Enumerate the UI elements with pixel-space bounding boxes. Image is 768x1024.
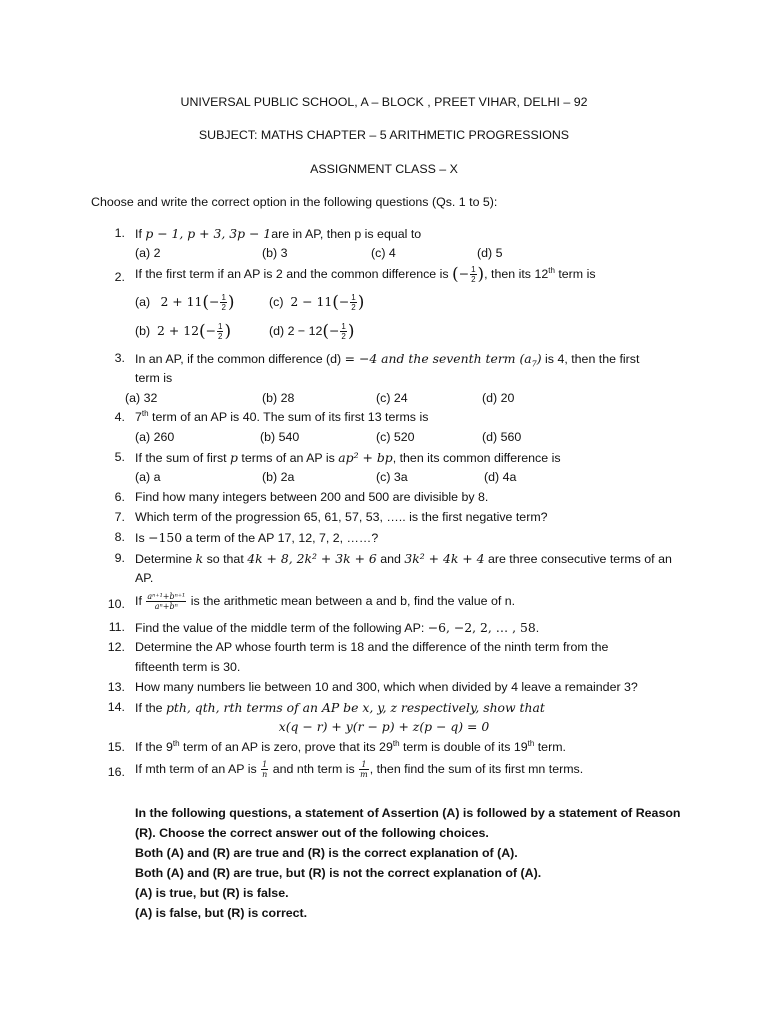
school-name: UNIVERSAL PUBLIC SCHOOL, A – BLOCK , PREET VIHAR, DELHI – 92 <box>180 95 588 109</box>
q14-equation: x(q − r) + y(r − p) + z(p − q) = 0 <box>278 719 490 734</box>
q7-text: Which term of the progression 65, 61, 57, 53, ….. is the first negative term? <box>135 510 548 524</box>
q3-number: 3. <box>114 351 125 365</box>
q14-text: If the pth, qth, rth terms of an AP be x, y, z respectively, show that <box>135 700 545 715</box>
q1-option-d: (d) 5 <box>477 246 503 260</box>
q4-number: 4. <box>114 410 125 424</box>
q1-text: If p − 1, p + 3, 3p − 1are in AP, then p is equal to <box>135 226 422 241</box>
q8-number: 8. <box>114 530 125 544</box>
q3-option-d: (d) 20 <box>482 391 515 405</box>
instruction-text: Choose and write the correct option in the following questions (Qs. 1 to 5): <box>91 195 498 209</box>
q14-number: 14. <box>107 700 125 714</box>
assertion-choice-4: (A) is false, but (R) is correct. <box>135 906 308 920</box>
q3-text: In an AP, if the common difference (d) = −4 and the seventh term $(a_7)$ is 4, then the first <box>135 351 640 369</box>
q8-text: Is −150 a term of the AP 17, 12, 7, 2, ……? <box>135 530 379 545</box>
q6-text: Find how many integers between 200 and 500 are divisible by 8. <box>135 490 489 504</box>
q5-option-c: (c) 3a <box>376 470 408 484</box>
q10-number: 10. <box>107 597 125 611</box>
q1-option-b: (b) 3 <box>262 246 288 260</box>
q16-number: 16. <box>107 765 125 779</box>
q5-text: If the sum of first p terms of an AP is ap² + bp, then its common difference is <box>135 450 561 465</box>
q1-option-a: (a) 2 <box>135 246 161 260</box>
q5-number: 5. <box>114 450 125 464</box>
assertion-intro-line1: In the following questions, a statement of Assertion (A) is followed by a statement of Reason <box>135 806 681 820</box>
q12-text: Determine the AP whose fourth term is 18 and the difference of the ninth term from the <box>135 640 609 654</box>
q2-option-b: (b) 2 + 12(− $\frac{1}{2}$ ) <box>135 321 232 342</box>
q12-number: 12. <box>107 640 125 654</box>
q11-text: Find the value of the middle term of the following AP: −6, −2, 2, … , 58. <box>135 620 540 635</box>
q11-number: 11. <box>108 620 125 634</box>
q4-option-a: (a) 260 <box>135 430 175 444</box>
q9-number: 9. <box>114 551 125 565</box>
q10-text: If $\frac{\text{aⁿ⁺¹+bⁿ⁺¹}}{\text{aⁿ+bⁿ}}$ is the arithmetic mean between a and b, find the value of n. <box>135 592 516 612</box>
assertion-intro-line2: (R). Choose the correct answer out of the following choices. <box>135 826 489 840</box>
q3-text-line2: term is <box>135 371 173 385</box>
q15-number: 15. <box>107 740 125 754</box>
assertion-choice-1: Both (A) and (R) are true and (R) is the correct explanation of (A). <box>135 846 518 860</box>
q2-option-d: (d) 2 − 12(− $\frac{1}{2}$ ) <box>269 321 355 342</box>
q3-option-b: (b) 28 <box>262 391 295 405</box>
q3-option-a: (a) 32 <box>125 391 158 405</box>
assertion-choice-2: Both (A) and (R) are true, but (R) is not the correct explanation of (A). <box>135 866 542 880</box>
q9-text-line2: AP. <box>135 571 154 585</box>
assertion-choice-3: (A) is true, but (R) is false. <box>135 886 289 900</box>
q5-option-d: (d) 4a <box>484 470 517 484</box>
q1-option-c: (c) 4 <box>371 246 396 260</box>
q13-number: 13. <box>107 680 125 694</box>
q16-text: If mth term of an AP is $\frac{1}{n}$ and nth term is $\frac{1}{m}$ , then find the sum of its first mn terms. <box>135 760 584 780</box>
q12-text-line2: fifteenth term is 30. <box>135 660 241 674</box>
q4-option-b: (b) 540 <box>260 430 300 444</box>
q15-text: If the 9th term of an AP is zero, prove that its 29th term is double of its 19th term. <box>135 738 566 754</box>
q4-option-d: (d) 560 <box>482 430 522 444</box>
q9-text: Determine k so that 4k + 8, 2k² + 3k + 6 and 3k² + 4k + 4 are three consecutive terms of an <box>135 551 672 566</box>
q3-option-c: (c) 24 <box>376 391 408 405</box>
q6-number: 6. <box>114 490 125 504</box>
q2-number: 2. <box>114 270 125 284</box>
q5-option-a: (a) a <box>135 470 161 484</box>
q2-option-a: (a) 2 + 11(− $\frac{1}{2}$ ) <box>135 292 235 313</box>
q13-text: How many numbers lie between 10 and 300, which when divided by 4 leave a remainder 3? <box>135 680 638 694</box>
q5-option-b: (b) 2a <box>262 470 295 484</box>
assignment-title: ASSIGNMENT CLASS – X <box>310 162 458 176</box>
subject-line: SUBJECT: MATHS CHAPTER – 5 ARITHMETIC PROGRESSIONS <box>198 128 570 142</box>
q2-text: If the first term if an AP is 2 and the common difference is (− $\frac{1}{2}$ ), then its 12th term is <box>135 264 596 285</box>
q7-number: 7. <box>114 510 125 524</box>
q4-option-c: (c) 520 <box>376 430 415 444</box>
q1-number: 1. <box>114 226 125 240</box>
q2-option-c: (c) 2 − 11(− $\frac{1}{2}$ ) <box>269 292 365 313</box>
q4-text: 7th term of an AP is 40. The sum of its first 13 terms is <box>135 408 429 424</box>
